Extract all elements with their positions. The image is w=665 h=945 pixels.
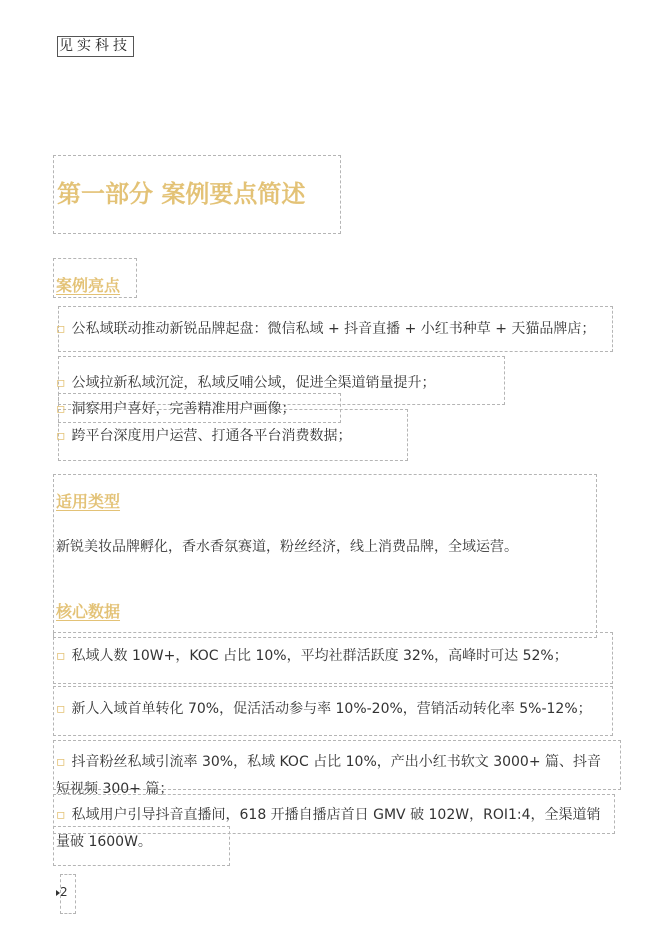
core-data-item-3: [56, 749, 612, 803]
core-data-item-text: 抖音粉丝私域引流率 30%，私域 KOC 占比 10%，产出小红书软文 3000+ 篇、抖音短视频 300+ 篇；: [56, 754, 602, 797]
brand-logo: 见实科技: [57, 36, 134, 57]
highlight-item-text: 跨平台深度用户运营、打通各平台消费数据；: [71, 428, 352, 444]
section-title: 第一部分 案例要点简述: [57, 180, 306, 208]
type-description: 新锐美妆品牌孵化，香水香氛赛道，粉丝经济，线上消费品牌，全域运营。: [56, 539, 518, 555]
core-data-item-4: [56, 802, 612, 856]
highlight-item-text: 公私域联动推动新锐品牌起盘：微信私域 + 抖音直播 + 小红书种草 + 天猫品牌店；: [71, 321, 596, 337]
bullet-icon: ▫: [56, 375, 66, 391]
type-heading: 适用类型: [56, 492, 121, 511]
bullet-icon: ▫: [56, 754, 66, 770]
core-data-item-text: 私域用户引导抖音直播间，618 开播自播店首日 GMV 破 102W，ROI1:4，全渠道销量破 1600W。: [56, 807, 601, 850]
highlight-item-text: 洞察用户喜好，完善精准用户画像；: [71, 401, 296, 417]
core-data-item-1: [56, 643, 612, 670]
bullet-icon: ▫: [56, 401, 66, 417]
bullet-icon: ▫: [56, 428, 66, 444]
page-number: 2: [60, 885, 68, 899]
bullet-icon: ▫: [56, 807, 66, 823]
highlight-item-text: 公域拉新私域沉淀，私域反哺公域，促进全渠道销量提升；: [71, 375, 436, 391]
highlight-item-1: [56, 316, 612, 343]
highlight-item-4: [56, 423, 612, 450]
bullet-icon: ▫: [56, 321, 66, 337]
core-data-item-2: [56, 696, 612, 723]
bullet-icon: ▫: [56, 701, 66, 717]
core-data-heading: 核心数据: [56, 602, 121, 621]
bullet-icon: ▫: [56, 648, 66, 664]
highlight-item-2: [56, 370, 612, 397]
core-data-item-text: 私域人数 10W+，KOC 占比 10%，平均社群活跃度 32%，高峰时可达 52%；: [71, 648, 568, 664]
highlight-item-3: [56, 396, 612, 423]
highlights-heading: 案例亮点: [56, 276, 121, 295]
core-data-item-text: 新人入域首单转化 70%，促活活动参与率 10%-20%，营销活动转化率 5%-12%；: [71, 701, 592, 717]
